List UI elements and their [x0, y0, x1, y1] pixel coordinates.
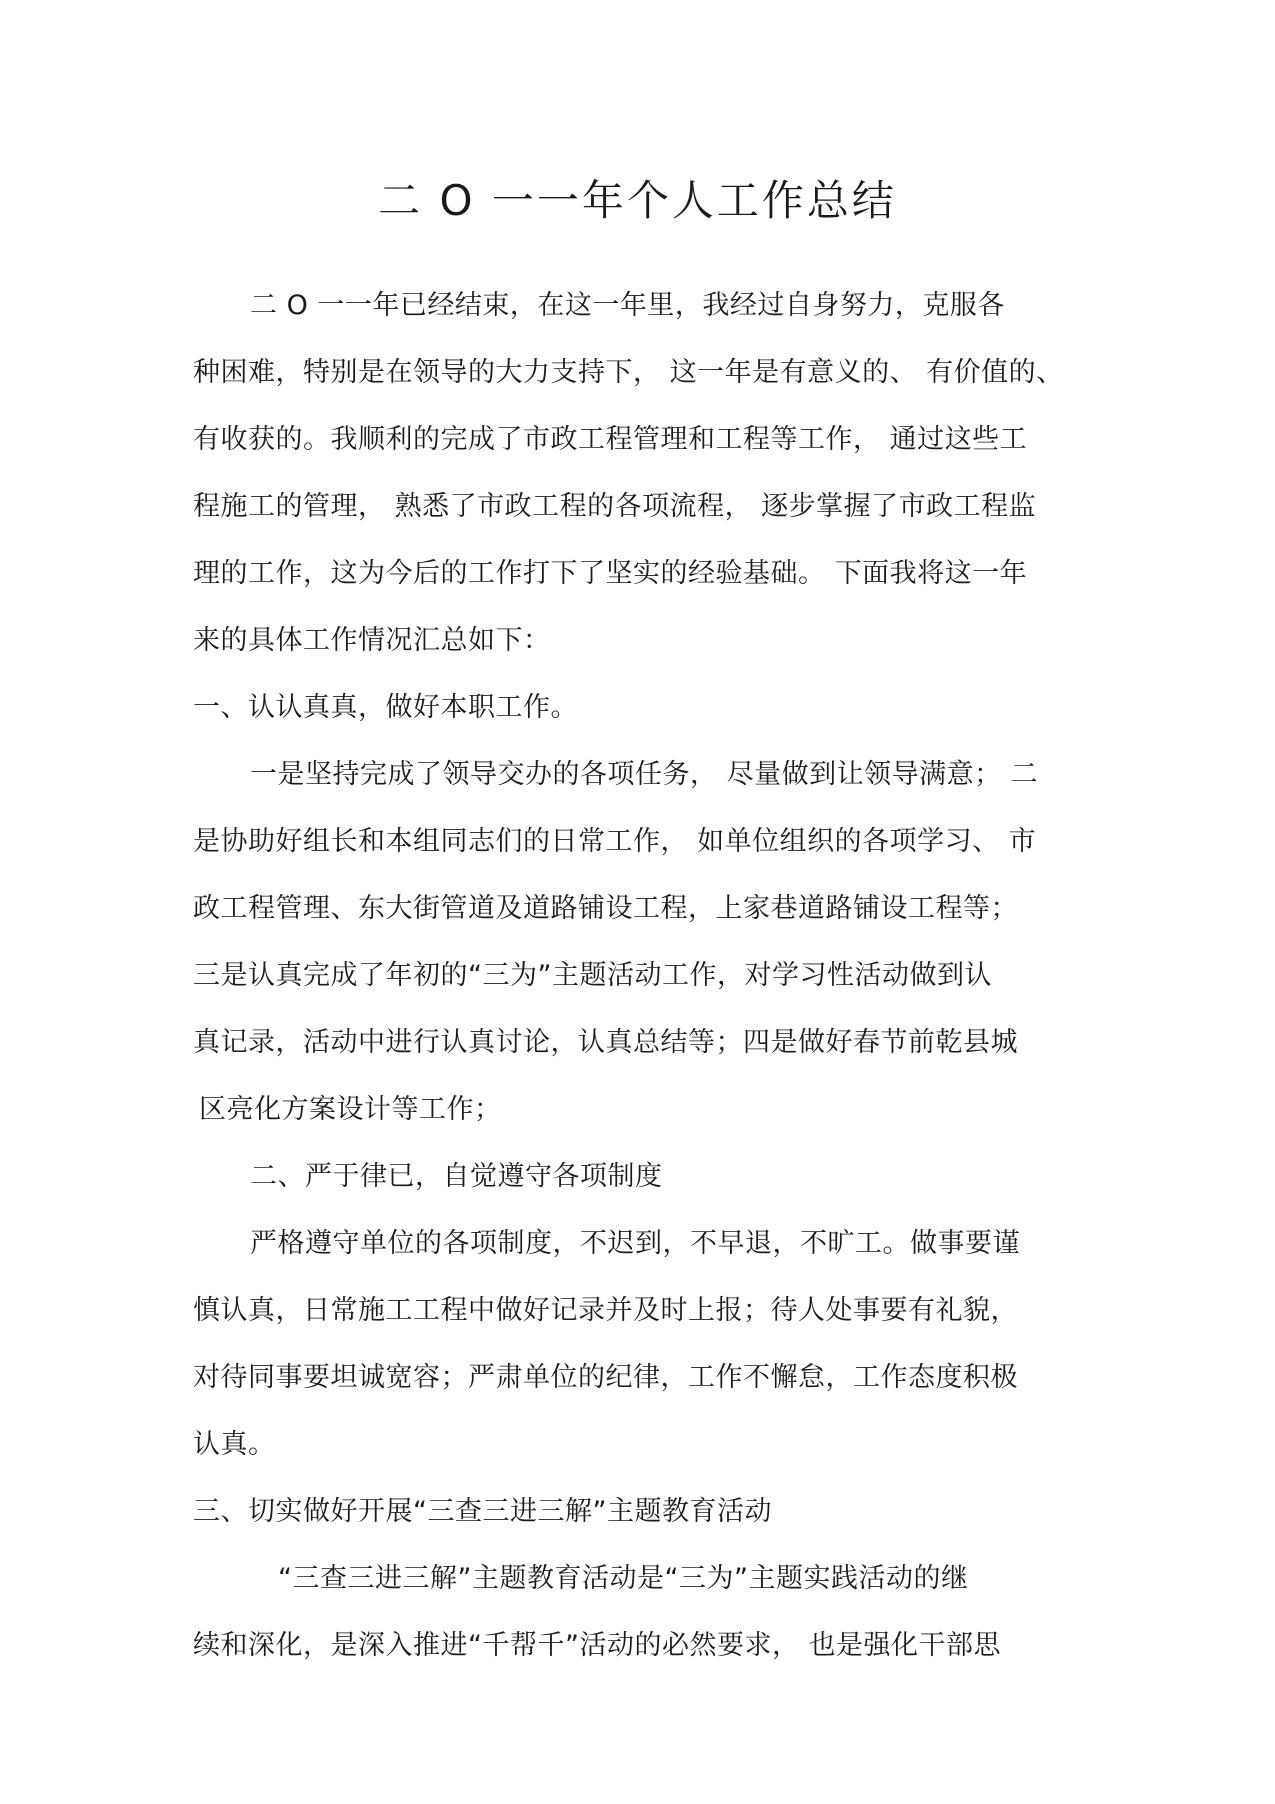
paragraph-line: 对待同事要坦诚宽容；严肃单位的纪律，工作不懈怠，工作态度积极 — [193, 1362, 1018, 1393]
document-body — [193, 272, 1093, 1679]
paragraph-line: 种困难，特别是在领导的大力支持下， 这一年是有意义的、 有价值的、 — [193, 357, 1064, 388]
document-title: 二 O 一一年个人工作总结 — [378, 176, 897, 225]
section-heading: 三、切实做好开展“三查三进三解”主题教育活动 — [193, 1496, 772, 1527]
paragraph-line: 续和深化，是深入推进“千帮千”活动的必然要求， 也是强化干部思 — [193, 1630, 1002, 1661]
paragraph-line: 真记录，活动中进行认真讨论，认真总结等；四是做好春节前乾县城 — [193, 1027, 1018, 1058]
paragraph-line: 一是坚持完成了领导交办的各项任务， 尽量做到让领导满意； 二 — [250, 759, 1039, 790]
paragraph-line: 认真。 — [193, 1429, 276, 1460]
paragraph-line: 来的具体工作情况汇总如下： — [193, 625, 551, 656]
paragraph-line: 三是认真完成了年初的“三为”主题活动工作，对学习性活动做到认 — [193, 960, 992, 991]
section-heading: 一、认认真真，做好本职工作。 — [193, 692, 578, 723]
paragraph-line: 慎认真，日常施工工程中做好记录并及时上报；待人处事要有礼貌， — [193, 1295, 1018, 1326]
paragraph-line: “三查三进三解”主题教育活动是“三为”主题实践活动的继 — [278, 1563, 969, 1594]
paragraph-line: 理的工作，这为今后的工作打下了坚实的经验基础。 下面我将这一年 — [193, 558, 1028, 589]
paragraph-line: 严格遵守单位的各项制度，不迟到，不早退，不旷工。做事要谨 — [250, 1228, 1020, 1259]
paragraph-line: 程施工的管理， 熟悉了市政工程的各项流程， 逐步掌握了市政工程监 — [193, 491, 1037, 522]
paragraph-line: 有收获的。我顺利的完成了市政工程管理和工程等工作， 通过这些工 — [193, 424, 1028, 455]
paragraph-line: 二 O 一一年已经结束，在这一年里，我经过自身努力，克服各 — [250, 290, 1005, 321]
paragraph-line: 区亮化方案设计等工作； — [199, 1094, 502, 1125]
paragraph-line: 是协助好组长和本组同志们的日常工作， 如单位组织的各项学习、 市 — [193, 826, 1037, 857]
paragraph-line: 政工程管理、东大街管道及道路铺设工程，上家巷道路铺设工程等； — [193, 893, 1018, 924]
section-heading: 二、严于律已，自觉遵守各项制度 — [250, 1161, 663, 1192]
